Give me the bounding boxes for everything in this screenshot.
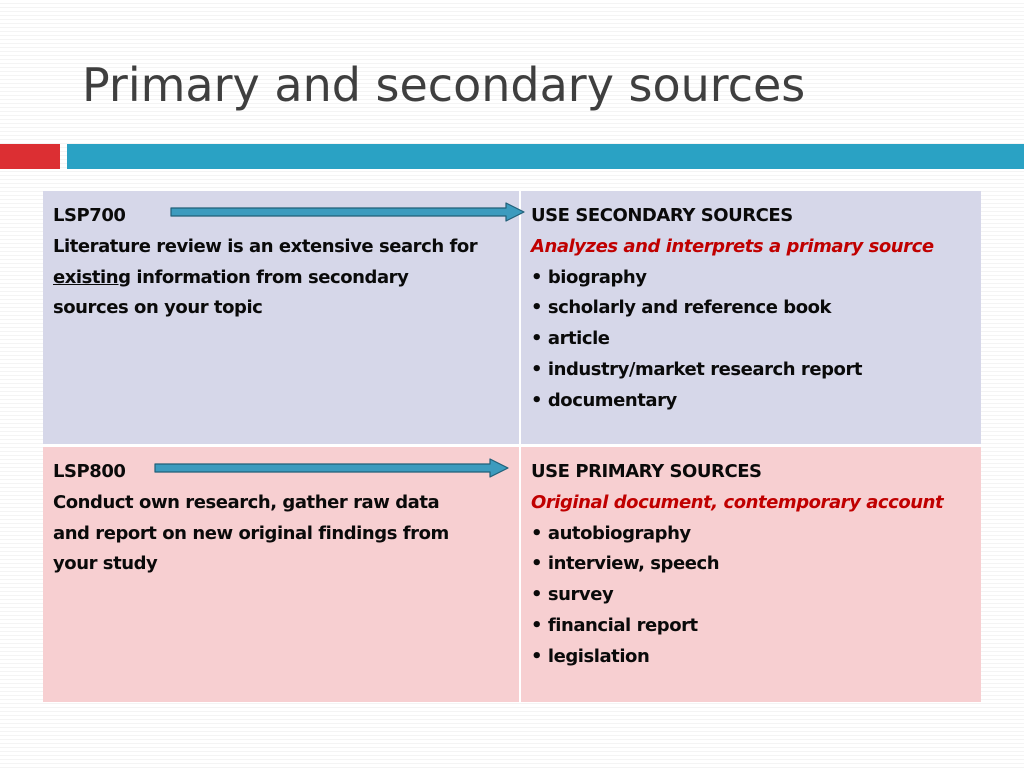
- arrow-right-icon: [154, 458, 510, 478]
- course-code-lsp700: LSP700: [53, 205, 126, 226]
- lsp800-cell: [43, 447, 519, 702]
- lsp800-description-line: and report on new original findings from: [53, 522, 449, 544]
- lsp700-description-line: sources on your topic: [53, 297, 263, 319]
- list-item: • financial report: [531, 614, 698, 636]
- accent-bar-blue: [67, 144, 1024, 169]
- lsp800-description-line: your study: [53, 553, 158, 575]
- secondary-sources-cell: [521, 191, 981, 444]
- lsp700-cell: [43, 191, 519, 444]
- list-item: • autobiography: [531, 522, 691, 544]
- lsp700-description-line: Literature review is an extensive search for: [53, 235, 478, 257]
- list-item: • documentary: [531, 389, 677, 411]
- accent-bar-red: [0, 144, 60, 169]
- sources-table: [43, 191, 981, 702]
- lsp700-description-line: [53, 263, 519, 294]
- lsp700-description-text: information from secondary: [130, 266, 409, 288]
- secondary-sources-heading: USE SECONDARY SOURCES: [531, 205, 793, 226]
- primary-sources-heading: USE PRIMARY SOURCES: [531, 461, 762, 482]
- existing-emphasis: existing: [53, 266, 131, 288]
- list-item: • scholarly and reference book: [531, 297, 832, 319]
- course-code-lsp800: LSP800: [53, 461, 126, 482]
- primary-sources-cell: [521, 447, 981, 702]
- list-item: • legislation: [531, 645, 650, 667]
- list-item: • interview, speech: [531, 553, 720, 575]
- list-item: • article: [531, 328, 610, 350]
- slide-title: Primary and secondary sources: [82, 58, 806, 112]
- primary-sources-definition: Original document, contemporary account: [531, 491, 944, 513]
- secondary-sources-definition: Analyzes and interprets a primary source: [531, 235, 934, 257]
- lsp800-description-line: Conduct own research, gather raw data: [53, 491, 440, 513]
- list-item: • biography: [531, 266, 647, 288]
- list-item: • survey: [531, 584, 614, 606]
- list-item: • industry/market research report: [531, 358, 863, 380]
- arrow-right-icon: [170, 202, 526, 222]
